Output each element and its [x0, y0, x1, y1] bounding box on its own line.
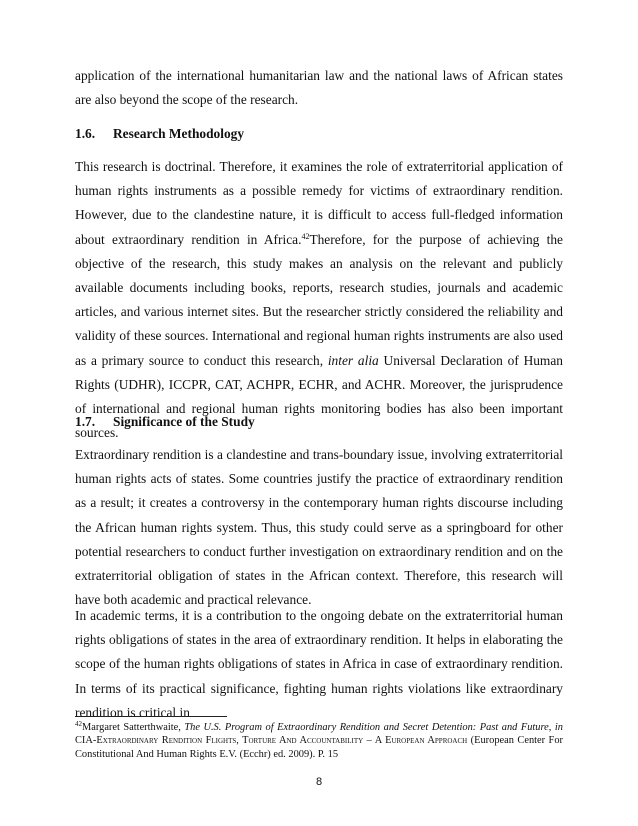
- footnote-title: The U.S. Program of Extraordinary Rendition and Secret Detention: Past and Future: [184, 722, 549, 733]
- footnote-separator: [75, 716, 227, 717]
- footnote-number: 42: [75, 720, 82, 728]
- section-title: Research Methodology: [113, 126, 245, 141]
- text-run: This research is doctrinal. Therefore, it examines the role of extraterritorial application of human rights instruments as a possible remedy for victims of extraordinary rendition. However, due to the clandestine nature, it is difficult to access full-fledged information about extraordinary rendition in Africa.: [75, 159, 563, 247]
- significance-paragraph-1: Extraordinary rendition is a clandestine and trans-boundary issue, involving extraterritorial human rights acts of states. Some countries justify the practice of extraordinary rendition as a result; it creates a controversy in the contemporary human rights discourse including the African human rights system. Thus, this study could serve as a springboard for other potential researchers to conduct further investigation on extraordinary rendition and on the extraterritorial obligation of states in the African context. Therefore, this research will have both academic and practical relevance.: [75, 447, 563, 608]
- text-run: Therefore, for the purpose of achieving the objective of the research, this study makes an analysis on the relevant and publicly available documents including books, reports, research studies, journals and academic articles, and various internet sites. But the researcher strictly considered the reliability and validity of these sources. International and regional human rights instruments are also used as a primary source to conduct this research,: [75, 231, 563, 368]
- intro-paragraph: application of the international humanitarian law and the national laws of African states are also beyond the scope of the research.: [75, 68, 563, 108]
- italic-term: inter alia: [327, 352, 379, 368]
- footnote: [75, 721, 563, 761]
- footnote-author: Margaret Satterthwaite,: [82, 722, 185, 733]
- footnote-publication: (European Center For Constitutional And Human Rights E.V. (Ecchr) ed. 2009). P. 15: [75, 735, 563, 760]
- section-title: Significance of the Study: [113, 414, 255, 429]
- section-number: 1.7.: [75, 414, 96, 429]
- section-heading-methodology: [75, 125, 244, 143]
- footnote-reference: 42: [301, 231, 310, 241]
- text-run: ,: [548, 722, 555, 733]
- text-run: CIA-: [75, 735, 97, 747]
- methodology-paragraph: [75, 155, 563, 445]
- section-heading-significance: [75, 413, 255, 431]
- section-number: 1.6.: [75, 126, 96, 141]
- significance-paragraph-2: In academic terms, it is a contribution to the ongoing debate on the extraterritorial human rights obligations of states in the area of extraordinary rendition. It helps in elaborating the scope of the human rights obligations of states in Africa in case of extraordinary rendition. In terms of its practical significance, fighting human rights violations like extraordinary rendition is critical in: [75, 608, 563, 720]
- footnote-book-title: Extraordinary Rendition Flights, Torture And Accountability – A European Approach: [96, 735, 468, 747]
- text-run: Universal Declaration of Human Rights (UDHR), ICCPR, CAT, ACHPR, ECHR, and ACHR. Moreover, the jurisprudence of international and regional human rights monitoring bodies has also been important sources.: [75, 352, 563, 441]
- page-number: 8: [315, 776, 323, 788]
- text-run: in: [554, 722, 563, 733]
